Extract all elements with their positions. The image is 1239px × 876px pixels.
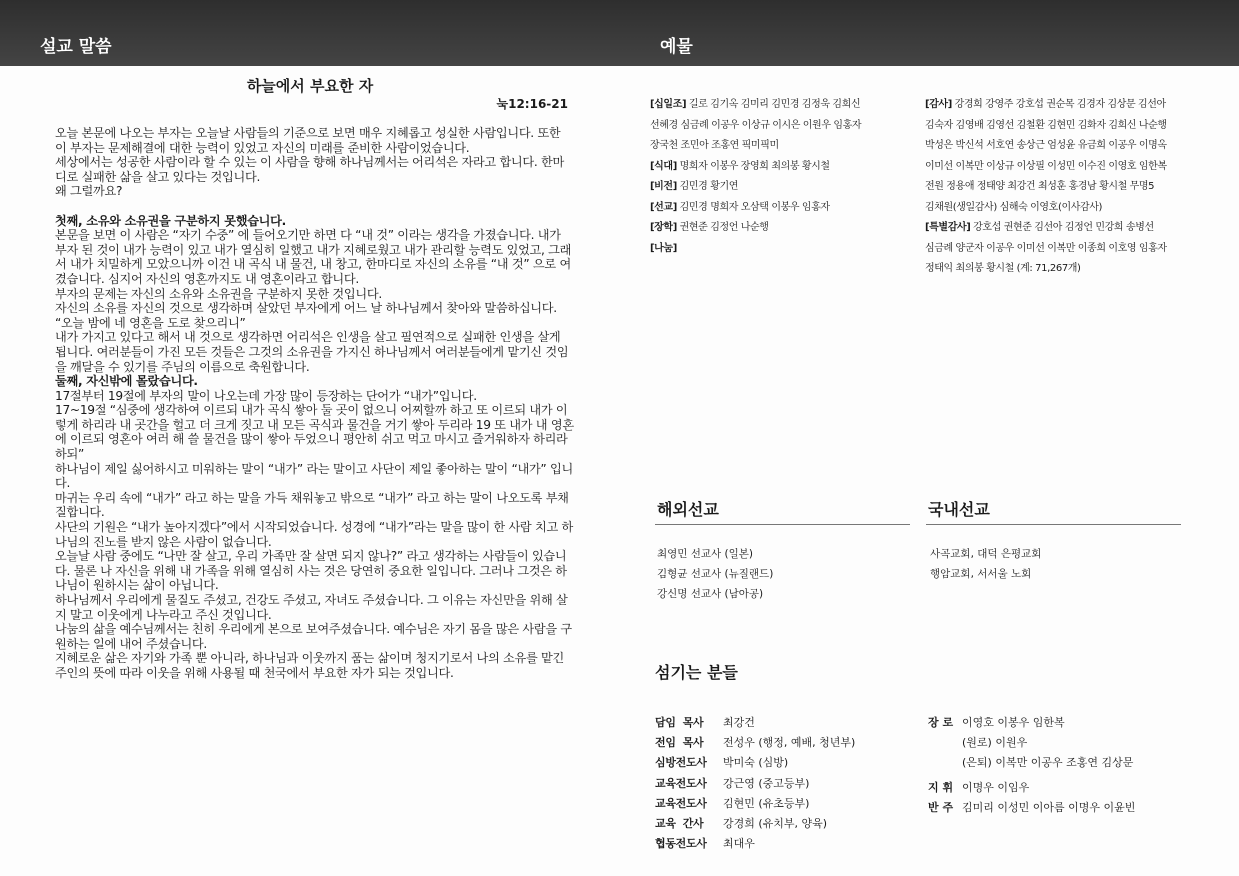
staff-row: [655, 753, 855, 773]
offering-names: 전원 정용애 정태양 최강건 최성훈 홍경남 황시철 무명5: [925, 181, 1155, 192]
staff-role: 협동전도사: [655, 837, 707, 851]
elder-row: [928, 733, 1135, 753]
sermon-paragraph: 사단의 기원은 “내가 높아지겠다”에서 시작되었습니다. 성경에 “내가”라는 말을 많이 한 사람 치고 하나님의 진노를 받지 않은 사람이 없습니다.: [55, 520, 573, 549]
sermon-paragraph: 자신의 소유를 자신의 것으로 생각하며 살았던 부자에게 어느 날 하나님께서 찾아와 말씀하십니다. “오늘 밤에 네 영혼을 도로 찾으리니”: [55, 301, 557, 330]
staff-name: 박미숙 (심방): [723, 756, 789, 770]
staff-name: 강경희 (유치부, 양육): [723, 817, 828, 831]
staff-name: 전성우 (행정, 예배, 청년부): [723, 736, 856, 750]
offering-category: [비전]: [650, 181, 677, 192]
domestic-mission-list: [930, 544, 1041, 584]
sermon-body: [55, 126, 575, 681]
overseas-missionary: 김형균 선교사 (뉴질랜드): [657, 568, 774, 580]
sermon-paragraph: 부자의 문제는 자신의 소유와 소유권을 구분하지 못한 것입니다.: [55, 286, 382, 301]
staff-role: 교육 간사: [655, 817, 704, 831]
staff-name: 김현민 (유초등부): [723, 796, 810, 810]
staff-role: 교육전도사: [655, 776, 707, 790]
elder-row: [928, 713, 1135, 733]
staff-name: 최강건: [723, 716, 755, 729]
offering-names: 길로 김기옥 김미리 김민경 김정욱 김희신: [686, 99, 861, 110]
offering-names: 권현준 김정언 나순행: [676, 222, 769, 233]
sermon-paragraph: 지혜로운 삶은 자기와 가족 뿐 아니라, 하나님과 이웃까지 품는 삶이며 청지기로서 나의 소유를 맡긴 주인의 뜻에 따라 이웃을 위해 사용될 때 천국에서 부요한 자가 되는 것입니다.: [55, 651, 564, 680]
offering-category: [선교]: [650, 201, 677, 213]
offering-line: [650, 177, 910, 198]
sermon-paragraph: 본문을 보면 이 사람은 “자기 수중” 에 들어오기만 하면 다 “내 것” 이라는 생각을 가졌습니다. 내가 부자 된 것이 내가 능력이 있고 내가 열심히 일했고 내가 지혜로웠고 내가 관리할 능력도 있었고, 그래서 내가 치밀하게 모았으니까 이건 내 곡식 내 물건, 내 창고, 한마디로 자신의 소유를 “내 것” 으로 여겼습니다. 심지어 자신의 영혼까지도 내 영혼이라고 합니다.: [55, 228, 572, 286]
offering-names: 선혜경 심금례 이공우 이상규 이시은 이원우 임홍자: [650, 119, 862, 131]
staff-name: 최대우: [723, 837, 755, 851]
offering-line: [650, 157, 910, 178]
elder-row: [928, 753, 1135, 773]
sermon-paragraph: 마귀는 우리 속에 “내가” 라고 하는 말을 가득 채워놓고 밖으로 “내가” 라고 하는 말이 나오도록 부채질합니다.: [55, 490, 569, 520]
domestic-divider: [926, 524, 1181, 525]
offering-line: [925, 218, 1210, 239]
offering-names: 강경희 강영주 강호섭 권순목 김경자 김상문 김선아: [951, 99, 1166, 110]
offering-category: [감사]: [925, 99, 952, 110]
offering-list-right: [925, 95, 1210, 280]
offering-line: [925, 177, 1210, 198]
offering-line: [925, 95, 1210, 116]
offering-line: [925, 157, 1210, 178]
offering-names: 강호섭 권현준 김선아 김정언 민강희 송병선: [970, 222, 1154, 233]
sermon-heading: 첫째, 소유와 소유권을 구분하지 못했습니다.: [55, 213, 286, 228]
offering-list-left: [650, 95, 910, 259]
elder-role: 지 휘: [928, 780, 954, 794]
overseas-divider: [655, 524, 910, 525]
staff-role: 교육전도사: [655, 796, 707, 810]
staff-row: [655, 814, 855, 834]
staff-row: [655, 774, 855, 794]
offering-names: 장국천 조민아 조홍연 픽미픽미: [650, 140, 779, 151]
offering-line: [650, 136, 910, 157]
overseas-missionary: 강신명 선교사 (남아공): [657, 588, 764, 600]
sermon-paragraph: 하나님이 제일 싫어하시고 미워하는 말이 “내가” 라는 말이고 사단이 제일 좋아하는 말이 “내가” 입니다.: [55, 461, 573, 491]
staff-row: [655, 713, 855, 733]
offering-category: [식대]: [650, 160, 677, 172]
offering-line: [650, 218, 910, 239]
sermon-paragraph: 나눔의 삶을 예수님께서는 친히 우리에게 본으로 보여주셨습니다. 예수님은 자기 몸을 많은 사람을 구원하는 일에 내어 주셨습니다.: [55, 622, 572, 651]
sermon-title: 하늘에서 부요한 자: [246, 77, 374, 95]
offering-line: [650, 198, 910, 219]
staff-role: 심방전도사: [655, 756, 707, 770]
offering-names: 김숙자 김영배 김영선 김철환 김현민 김화자 김희신 나순행: [925, 119, 1167, 131]
servants-title: 섬기는 분들: [655, 663, 738, 682]
offering-names: 김채원(생일감사) 심해숙 이영호(이사감사): [925, 201, 1102, 213]
header-bar: [0, 0, 1239, 66]
sermon-paragraph: 오늘 본문에 나오는 부자는 오늘날 사람들의 기준으로 보면 매우 지혜롭고 성실한 사람입니다. 또한 이 부자는 문제해결에 대한 능력이 있었고 자신의 미래를 준비한 사람이었습니다.: [55, 126, 561, 155]
staff-row: [655, 733, 855, 753]
sermon-paragraph: 왜 그럴까요?: [55, 184, 123, 199]
offering-names: 정태익 최의봉 황시철 (계: 71,267개): [925, 263, 1081, 274]
offering-line: [650, 95, 910, 116]
elder-row: [928, 798, 1135, 818]
offering-line: [650, 116, 910, 137]
staff-list: [655, 713, 855, 854]
offering-category: [십일조]: [650, 99, 687, 110]
offering-line: [925, 239, 1210, 260]
offering-line: [650, 239, 910, 260]
sermon-paragraph: 17~19절 “심중에 생각하여 이르되 내가 곡식 쌓아 둘 곳이 없으니 어찌할까 하고 또 이르되 내가 이렇게 하리라 내 곳간을 헐고 더 크게 짓고 내 모든 곡식과 물건을 거기 쌓아 두리라 19 또 내가 내 영혼에 이르되 영혼아 여러 해 쓸 물건을 많이 쌓아 두었으니 평안히 쉬고 먹고 마시고 즐거워하자 하리라 하되”: [55, 403, 574, 462]
staff-role: 담임 목사: [655, 716, 704, 729]
offering-category: [나눔]: [650, 242, 677, 254]
offering-names: 박성은 박신석 서호연 송상근 엄성윤 유금희 이공우 이명옥: [925, 140, 1167, 151]
sermon-reference: 눅12:16-21: [496, 97, 568, 111]
elder-role: 장 로: [928, 716, 954, 729]
staff-row: [655, 794, 855, 814]
offering-names: 김민경 명희자 오삼택 이봉우 임홍자: [676, 201, 830, 213]
paragraph-gap: [55, 199, 575, 214]
sermon-paragraph: 하나님께서 우리에게 물질도 주셨고, 건강도 주셨고, 자녀도 주셨습니다. 그 이유는 자신만을 위해 살지 말고 이웃에게 나누라고 주신 것입니다.: [55, 593, 568, 622]
staff-row: [655, 834, 855, 854]
offering-names: 심금례 양군자 이공우 이미선 이복만 이종희 이호영 임홍자: [925, 242, 1167, 254]
domestic-mission-title: 국내선교: [928, 500, 990, 519]
elder-names: 이명우 이임우: [962, 780, 1030, 794]
offering-names: 명희자 이봉우 장영희 최의봉 황시철: [676, 160, 830, 172]
offering-names: 이미선 이복만 이상규 이상필 이성민 이수진 이영호 임한복: [925, 160, 1167, 172]
elder-names: (원로) 이원우: [962, 736, 1028, 750]
elder-list: [928, 713, 1135, 818]
offering-names: 김민경 황기연: [676, 181, 738, 192]
overseas-mission-title: 해외선교: [657, 500, 719, 519]
offering-section-title: 예물: [660, 37, 693, 57]
overseas-missionary: 최영민 선교사 (일본): [657, 548, 754, 560]
offering-line: [925, 259, 1210, 280]
staff-name: 강근영 (중고등부): [723, 776, 810, 790]
elder-names: 김미리 이성민 이아름 이명우 이윤빈: [962, 800, 1136, 814]
overseas-mission-list: [657, 544, 773, 604]
domestic-mission-church: 행암교회, 서서울 노회: [930, 568, 1032, 580]
staff-role: 전임 목사: [655, 736, 704, 750]
elder-names: (은퇴) 이복만 이공우 조홍연 김상문: [962, 756, 1134, 770]
offering-line: [925, 116, 1210, 137]
elder-row: [928, 778, 1135, 798]
elder-names: 이영호 이봉우 임한복: [962, 716, 1065, 729]
sermon-paragraph: 세상에서는 성공한 사람이라 할 수 있는 이 사람을 향해 하나님께서는 어리석은 자라고 합니다. 한마디로 실패한 삶을 살고 있다는 것입니다.: [55, 155, 564, 184]
offering-line: [925, 198, 1210, 219]
offering-category: [특별감사]: [925, 222, 971, 233]
sermon-paragraph: 17절부터 19절에 부자의 말이 나오는데 가장 많이 등장하는 단어가 “내가”입니다.: [55, 388, 477, 403]
sermon-heading: 둘째, 자신밖에 몰랐습니다.: [55, 374, 198, 389]
offering-line: [925, 136, 1210, 157]
sermon-paragraph: 오늘날 사람 중에도 “나만 잘 살고, 우리 가족만 잘 살면 되지 않나?” 라고 생각하는 사람들이 있습니다. 물론 나 자신을 위해 내 가족을 위해 열심히 사는 것은 당연히 중요한 일입니다. 그러나 그것은 하나님이 원하시는 삶이 아닙니다.: [55, 549, 567, 593]
sermon-section-title: 설교 말씀: [40, 37, 112, 57]
offering-category: [장학]: [650, 222, 677, 233]
domestic-mission-church: 사곡교회, 대덕 은평교회: [930, 548, 1042, 560]
elder-role: 반 주: [928, 800, 954, 814]
sermon-paragraph: 내가 가지고 있다고 해서 내 것으로 생각하면 어리석은 인생을 살고 필연적으로 실패한 인생을 살게 됩니다. 여러분들이 가진 모든 것들은 그것의 소유권을 가지신 하나님께서 여러분들에게 맡기신 것임을 깨달을 수 있기를 주님의 이름으로 축원합니다.: [55, 330, 569, 374]
